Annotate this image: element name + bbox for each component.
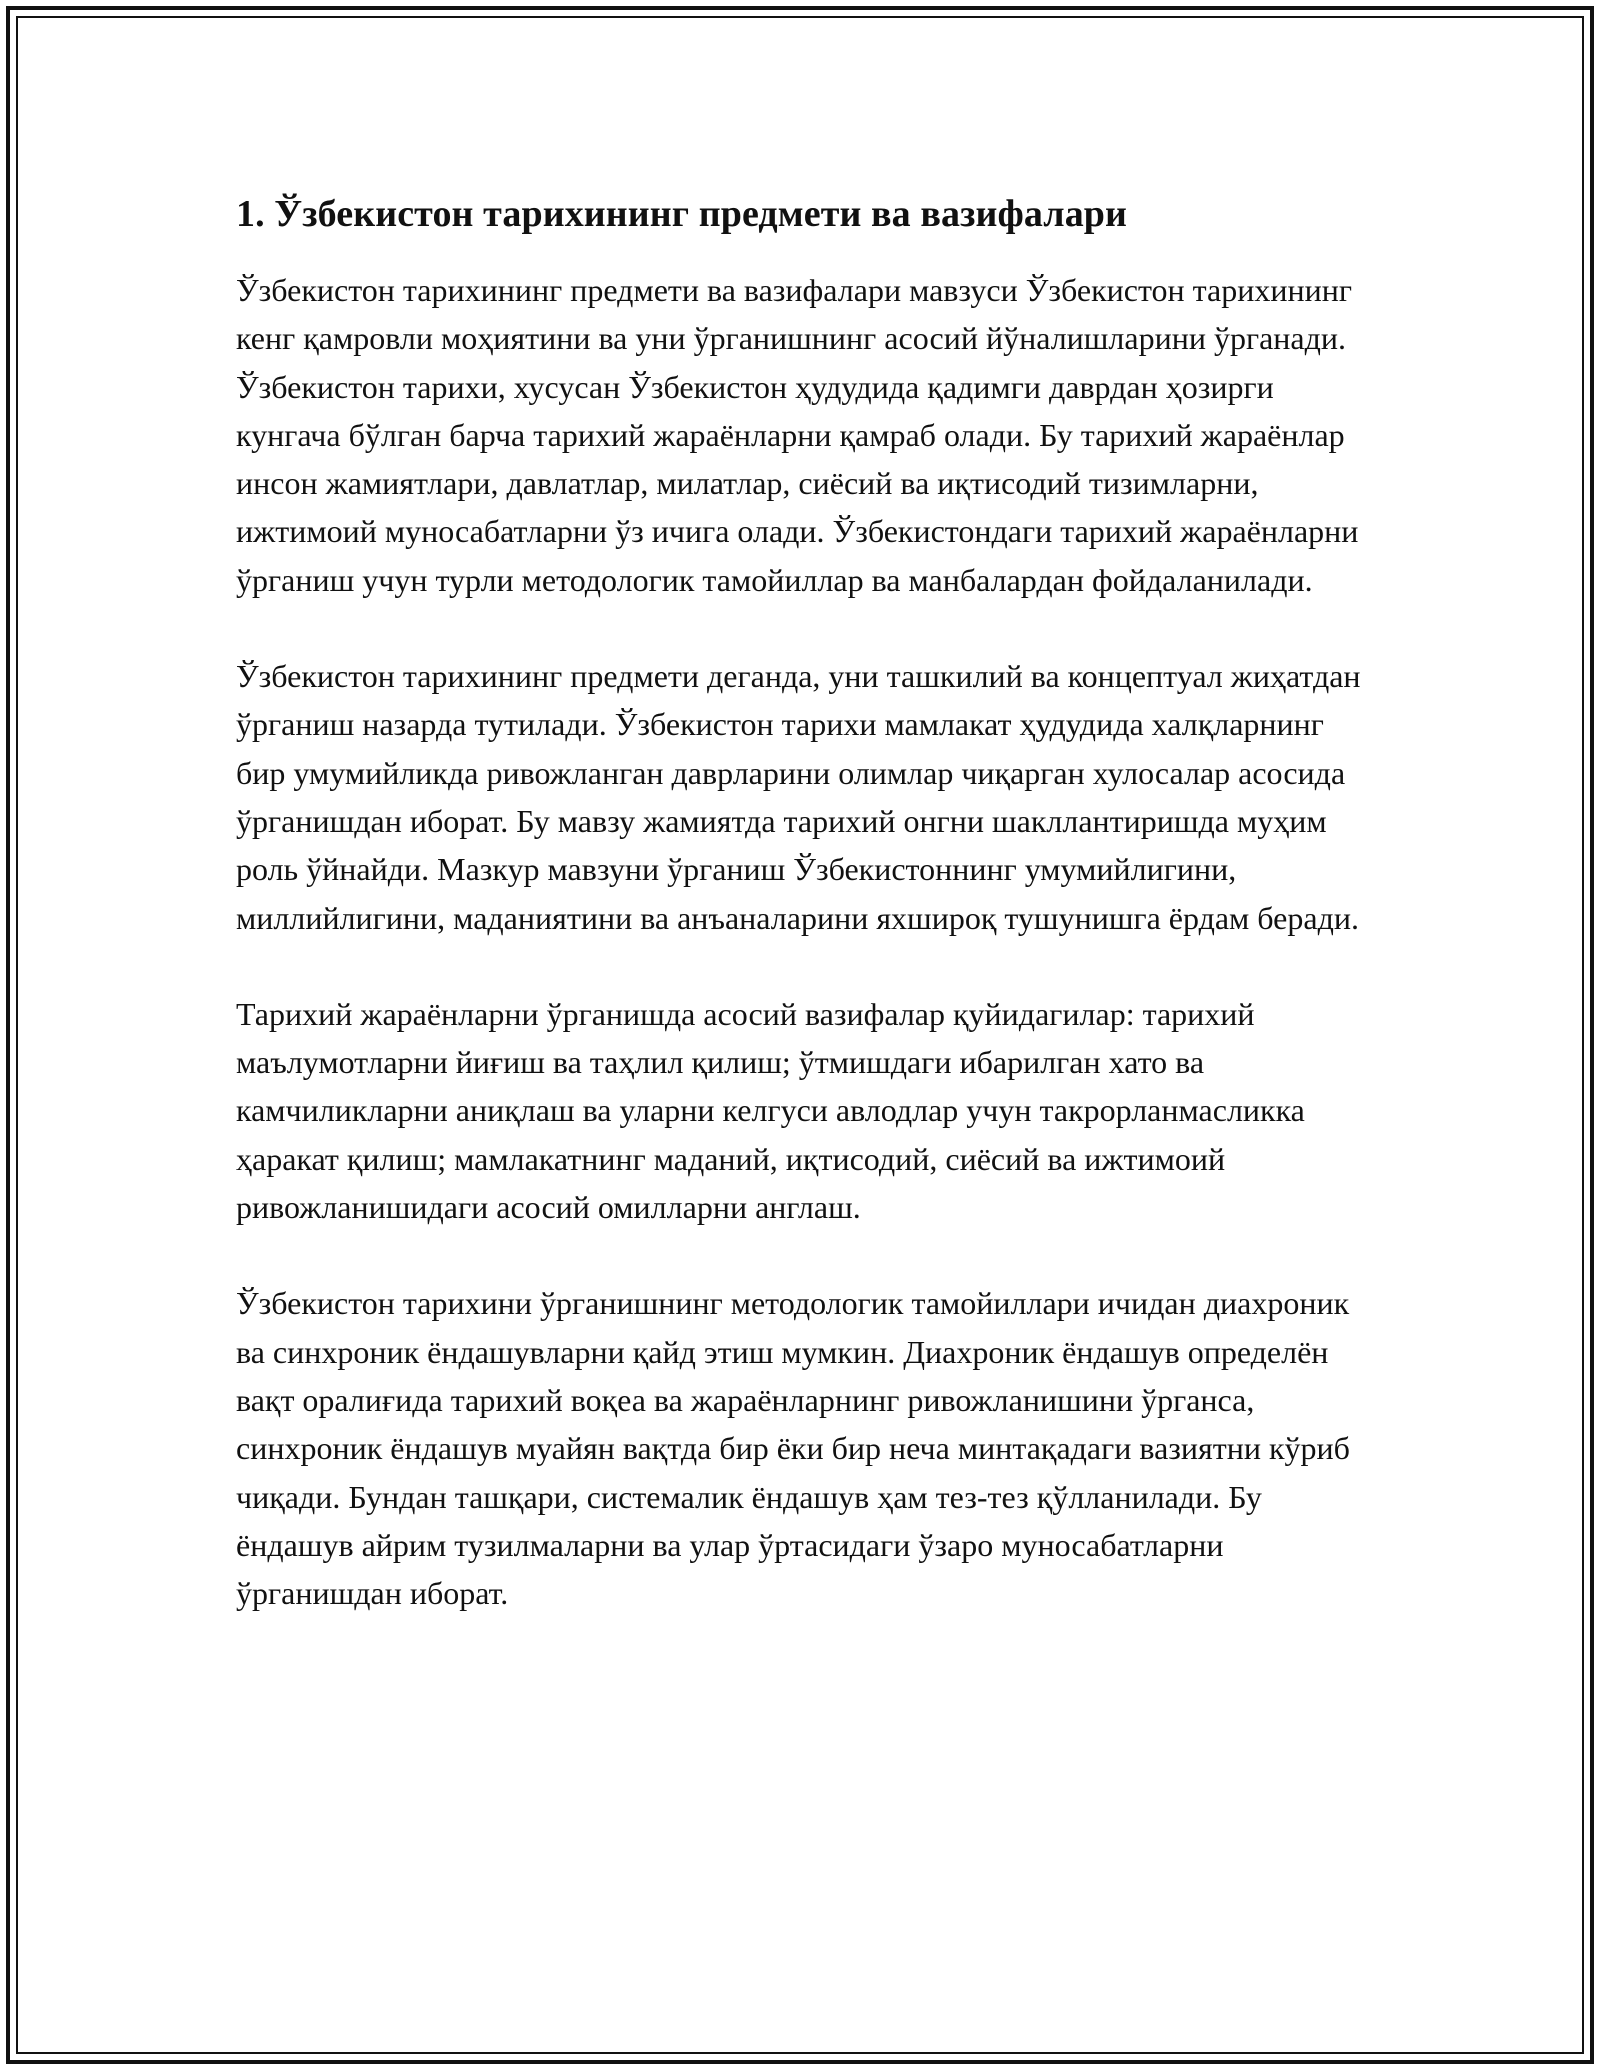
document-page bbox=[236, 190, 1376, 1665]
paragraph-methodology: Ўзбекистон тарихини ўрганишнинг методологик тамойиллари ичидан диахроник ва синхроник ёндашувларни қайд этиш мумкин. Диахроник ёндашув определён вақт оралиғида тарихий воқеа ва жараёнларнинг ривожланишини ўрганса, синхроник ёндашув муайян вақтда бир ёки бир неча минтақадаги вазиятни кўриб чиқади. Бундан ташқари, системалик ёндашув ҳам тез-тез қўлланилади. Бу ёндашув айрим тузилмаларни ва улар ўртасидаги ўзаро муносабатларни ўрганишдан иборат. bbox=[236, 1285, 1350, 1612]
document-title: 1. Ўзбекистон тарихининг предмети ва вазифалари bbox=[236, 193, 1128, 235]
paragraph-subject: Ўзбекистон тарихининг предмети деганда, уни ташкилий ва концептуал жиҳатдан ўрганиш назарда тутилади. Ўзбекистон тарихи мамлакат ҳудудида халқларнинг бир умумийликда ривожланган даврларини олимлар чиқарган хулосалар асосида ўрганишдан иборат. Бу мавзу жамиятда тарихий онгни шакллантиришда муҳим роль ўйнайди. Мазкур мавзуни ўрганиш Ўзбекистоннинг умумийлигини, миллийлигини, маданиятини ва анъаналарини яхшироқ тушунишга ёрдам беради. bbox=[236, 658, 1361, 936]
paragraph-tasks: Тарихий жараёнларни ўрганишда асосий вазифалар қуйидагилар: тарихий маълумотларни йиғиш ва таҳлил қилиш; ўтмишдаги ибарилган хато ва камчиликларни аниқлаш ва уларни келгуси авлодлар учун такрорланмасликка ҳаракат қилиш; мамлакатнинг маданий, иқтисодий, сиёсий ва ижтимоий ривожланишидаги асосий омилларни англаш. bbox=[236, 995, 1305, 1226]
paragraph-intro: Ўзбекистон тарихининг предмети ва вазифалари мавзуси Ўзбекистон тарихининг кенг қамровли моҳиятини ва уни ўрганишнинг асосий йўналишларини ўрганади. Ўзбекистон тарихи, хусусан Ўзбекистон ҳудудида қадимги даврдан ҳозирги кунгача бўлган барча тарихий жараёнларни қамраб олади. Бу тарихий жараёнлар инсон жамиятлари, давлатлар, милатлар, сиёсий ва иқтисодий тизимларни, ижтимоий муносабатларни ўз ичига олади. Ўзбекистондаги тарихий жараёнларни ўрганиш учун турли методологик тамойиллар ва манбалардан фойдаланилади. bbox=[236, 272, 1359, 598]
